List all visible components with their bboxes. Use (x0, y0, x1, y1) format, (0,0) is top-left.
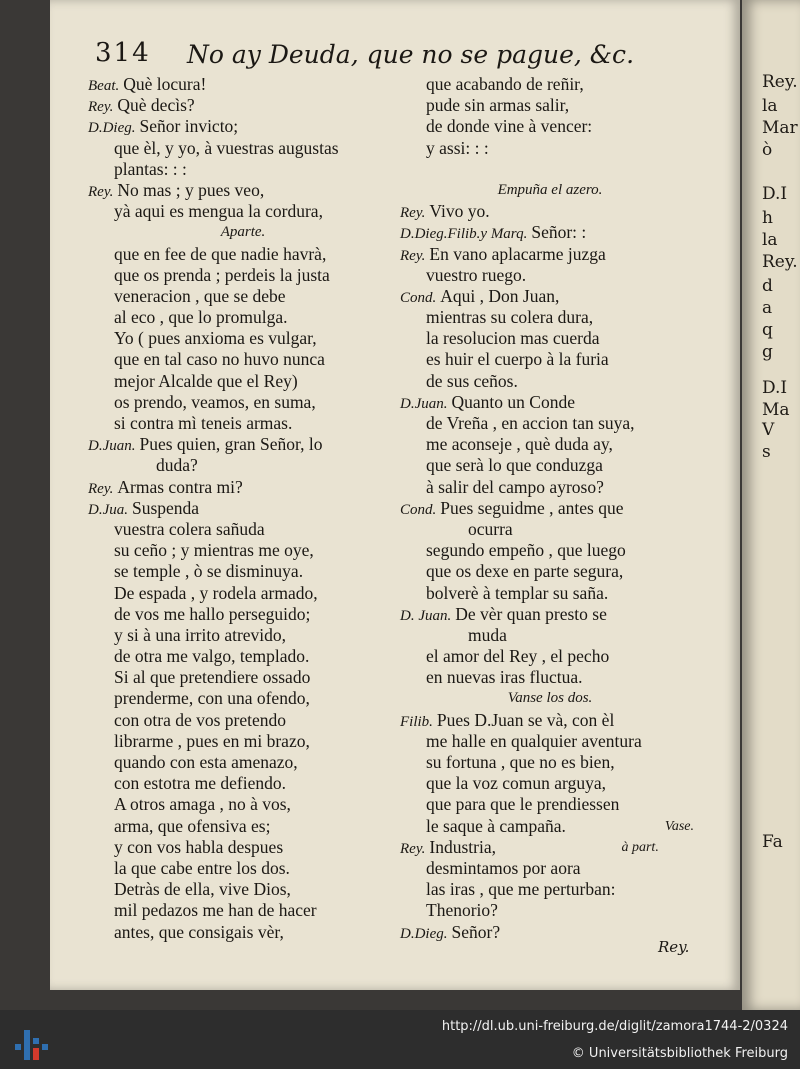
text-line (400, 244, 700, 265)
text-line (88, 265, 398, 286)
verse-text: Vanse los dos. (507, 690, 593, 707)
next-page-fragment: D.I (762, 378, 788, 398)
verse-text: de donde vine à vencer: (426, 116, 593, 137)
verse-text: se temple , ò se disminuya. (114, 561, 304, 582)
verse-text: De espada , y rodela armado, (114, 582, 318, 603)
verse-text: con estotra me defiendo. (114, 773, 287, 794)
speaker-label: D.Juan. (88, 438, 136, 455)
next-page-fragment: Rey. (762, 252, 798, 272)
text-line (400, 138, 700, 159)
text-line (400, 794, 700, 815)
text-line (88, 349, 398, 370)
verse-text: de Vreña , en accion tan suya, (426, 413, 635, 433)
verse-text: mil pedazos me han de hacer (114, 900, 317, 921)
verse-text: de otra me valgo, templado. (114, 646, 310, 667)
university-logo-icon (12, 1024, 52, 1064)
verse-text: si contra mì teneis armas. (114, 413, 293, 433)
text-line (88, 95, 398, 116)
permalink-url[interactable]: http://dl.ub.uni-freiburg.de/diglit/zamora1744-2/0324 (441, 1019, 788, 1034)
verse-text: Si al que pretendiere ossado (114, 667, 311, 688)
verse-text: que la voz comun arguya, (426, 773, 606, 794)
verse-text: duda? (156, 455, 198, 476)
text-line (88, 879, 398, 900)
text-line (400, 646, 700, 667)
verse-text: Què decìs? (117, 95, 195, 116)
verse-text: Señor? (451, 921, 501, 942)
text-line (88, 922, 398, 943)
text-line (88, 625, 398, 646)
verse-text: las iras , que me perturban: (426, 879, 616, 900)
stage-aside: à part. (621, 839, 659, 855)
verse-text: Suspenda (132, 497, 200, 518)
text-line (400, 371, 700, 392)
verse-text: prenderme, con una ofendo, (114, 688, 310, 709)
text-line (400, 328, 700, 349)
verse-text: el amor del Rey , el pecho (426, 646, 610, 667)
text-line (400, 519, 700, 540)
text-line (400, 604, 700, 625)
verse-text: Pues seguidme , antes que (440, 497, 624, 518)
next-page-fragment: Rey. (762, 72, 798, 92)
text-line (400, 349, 700, 370)
text-line (88, 392, 398, 413)
verse-text: librarme , pues en mi brazo, (114, 730, 310, 751)
text-column-left (88, 74, 398, 943)
speaker-label: D.Dieg. (400, 925, 448, 942)
verse-text: Aqui , Don Juan, (440, 285, 560, 306)
next-page-fragment: Fa (762, 832, 783, 852)
text-line (400, 561, 700, 582)
verse-text: plantas: : : (114, 158, 187, 179)
verse-text: Quanto un Conde (451, 391, 575, 412)
verse-text: No mas ; y pues veo, (117, 179, 265, 200)
verse-text: en nuevas iras fluctua. (426, 667, 583, 688)
next-page-fragment: Mar (762, 118, 798, 138)
verse-text: que acabando de reñir, (426, 74, 584, 94)
verse-text: antes, que consigais vèr, (114, 921, 284, 942)
text-line (88, 816, 398, 837)
verse-text: su ceño ; y mientras me oye, (114, 540, 314, 561)
verse-text: le saque à campaña. (426, 815, 566, 836)
verse-text: os prendo, veamos, en suma, (114, 391, 316, 412)
verse-text: que en fee de que nadie havrà, (114, 243, 327, 264)
text-line (88, 498, 398, 519)
verse-text: me aconseje , què duda ay, (426, 434, 613, 455)
text-line (400, 95, 700, 116)
verse-text: vuestro ruego. (426, 264, 527, 285)
text-line (400, 265, 700, 286)
text-line (88, 773, 398, 794)
text-line (400, 837, 700, 858)
verse-text: Vivo yo. (429, 201, 490, 222)
page-header (95, 38, 715, 78)
text-line (88, 286, 398, 307)
verse-text: y assi: : : (426, 137, 489, 158)
verse-text: la que cabe entre los dos. (114, 857, 290, 878)
verse-text: que os dexe en parte segura, (426, 561, 624, 582)
verse-text: mejor Alcalde que el Rey) (114, 370, 298, 391)
verse-text: Detràs de ella, vive Dios, (114, 879, 291, 900)
text-line (400, 752, 700, 773)
next-page-fragment: g (762, 342, 773, 362)
speaker-label: D. Juan. (400, 607, 452, 624)
text-line (88, 413, 398, 434)
verse-text: al eco , que lo promulga. (114, 307, 288, 328)
text-line (400, 922, 700, 943)
viewer-footer (0, 1010, 800, 1069)
text-line (88, 604, 398, 625)
text-line (88, 455, 398, 476)
text-line (400, 879, 700, 900)
text-line (88, 201, 398, 222)
text-line (400, 455, 700, 476)
speaker-label: Beat. (88, 78, 120, 94)
text-line (400, 180, 700, 201)
next-page-fragment: d (762, 276, 773, 296)
verse-text: es huir el cuerpo à la furia (426, 349, 609, 370)
text-line (400, 222, 700, 243)
verse-text: muda (468, 624, 507, 645)
speaker-label: Cond. (400, 289, 437, 306)
speaker-label: Rey. (400, 840, 426, 857)
text-line (88, 561, 398, 582)
text-line (88, 477, 398, 498)
speaker-label: Cond. (400, 501, 437, 518)
verse-text: Pues quien, gran Señor, lo (139, 434, 323, 455)
text-line (400, 159, 700, 180)
text-line (400, 477, 700, 498)
verse-text: con otra de vos pretendo (114, 709, 287, 730)
verse-text: su fortuna , que no es bien, (426, 752, 615, 772)
verse-text: segundo empeño , que luego (426, 540, 626, 561)
verse-text: la resolucion mas cuerda (426, 328, 600, 349)
text-line (400, 900, 700, 921)
verse-text: Señor invicto; (139, 116, 239, 137)
verse-text: que serà lo que conduzga (426, 455, 603, 476)
verse-text: yà aqui es mengua la cordura, (114, 201, 323, 222)
text-line (400, 625, 700, 646)
copyright-notice: © Universitätsbibliothek Freiburg (571, 1046, 788, 1061)
text-line (88, 731, 398, 752)
verse-text: A otros amaga , no à vos, (114, 794, 291, 815)
verse-text: quando con esta amenazo, (114, 752, 298, 772)
text-line (88, 710, 398, 731)
verse-text: De vèr quan presto se (455, 603, 607, 624)
text-line (88, 159, 398, 180)
text-line (400, 667, 700, 688)
verse-text: Señor: : (531, 222, 587, 243)
text-line (88, 244, 398, 265)
verse-text: arma, que ofensiva es; (114, 815, 271, 836)
verse-text: vuestra colera sañuda (114, 518, 265, 539)
verse-text: de sus ceños. (426, 370, 518, 391)
text-line (400, 116, 700, 137)
text-line (88, 858, 398, 879)
text-line (88, 371, 398, 392)
speaker-label: D.Dieg.Filib.y Marq. (400, 226, 528, 243)
text-line (400, 413, 700, 434)
text-line (88, 646, 398, 667)
catchword: Rey. (658, 938, 690, 956)
verse-text: ocurra (468, 518, 513, 539)
text-line (88, 328, 398, 349)
next-page-fragment: Ma (762, 400, 790, 420)
running-title: No ay Deuda, que no se pague, &c. (187, 40, 635, 69)
text-column-right (400, 74, 700, 943)
verse-text: Què locura! (123, 74, 207, 94)
verse-text: Pues D.Juan se và, con èl (436, 709, 615, 730)
verse-text: desmintamos por aora (426, 857, 581, 878)
text-line (400, 710, 700, 731)
verse-text: Aparte. (220, 224, 266, 241)
text-line (88, 794, 398, 815)
verse-text: à salir del campo ayroso? (426, 476, 604, 497)
text-line (88, 434, 398, 455)
speaker-label: Rey. (400, 247, 426, 264)
text-line (88, 180, 398, 201)
next-page-fragment: a (762, 298, 773, 318)
speaker-label: Rey. (88, 480, 114, 497)
next-page-fragment: q (762, 320, 773, 340)
text-line (400, 773, 700, 794)
text-line (400, 286, 700, 307)
speaker-label: Rey. (400, 205, 426, 222)
next-page-edge (742, 0, 800, 1010)
verse-text: bolverè à templar su saña. (426, 582, 609, 603)
page-number: 314 (95, 38, 151, 68)
speaker-label: D.Jua. (88, 501, 128, 518)
verse-text: veneracion , que se debe (114, 285, 286, 306)
text-line (88, 540, 398, 561)
verse-text: mientras su colera dura, (426, 307, 594, 328)
verse-text: Industria, (429, 836, 496, 857)
verse-text: Yo ( pues anxioma es vulgar, (114, 328, 317, 349)
speaker-label: D.Juan. (400, 395, 448, 412)
text-line (88, 900, 398, 921)
text-line (400, 392, 700, 413)
text-line (400, 498, 700, 519)
stage-aside: Vase. (664, 818, 694, 834)
verse-text: Armas contra mi? (117, 476, 243, 497)
verse-text: que para que le prendiessen (426, 794, 620, 815)
text-line (400, 858, 700, 879)
verse-text: y si à una irrito atrevido, (114, 624, 287, 645)
verse-text: Empuña el azero. (497, 181, 603, 198)
verse-text: que en tal caso no huvo nunca (114, 349, 325, 370)
text-line (88, 667, 398, 688)
verse-text: pude sin armas salir, (426, 95, 570, 116)
text-line (400, 307, 700, 328)
text-line (400, 583, 700, 604)
text-line (400, 434, 700, 455)
text-line (88, 837, 398, 858)
verse-text: y con vos habla despues (114, 836, 284, 857)
next-page-fragment: s (762, 442, 771, 462)
verse-text: En vano aplacarme juzga (429, 243, 606, 264)
next-page-fragment: ò (762, 140, 773, 160)
text-line (400, 688, 700, 709)
next-page-fragment: la (762, 96, 778, 116)
text-line (88, 116, 398, 137)
speaker-label: Filib. (400, 713, 433, 730)
speaker-label: D.Dieg. (88, 120, 136, 137)
text-line (88, 307, 398, 328)
next-page-fragment: h (762, 208, 773, 228)
speaker-label: Rey. (88, 183, 114, 200)
text-line (400, 74, 700, 95)
text-line (88, 222, 398, 243)
speaker-label: Rey. (88, 99, 114, 116)
verse-text: Thenorio? (426, 900, 498, 921)
verse-text: de vos me hallo perseguido; (114, 603, 311, 624)
text-line (88, 752, 398, 773)
text-line (400, 201, 700, 222)
verse-text: que èl, y yo, à vuestras augustas (114, 137, 339, 158)
next-page-fragment: V (762, 420, 775, 440)
text-line (88, 74, 398, 95)
next-page-fragment: la (762, 230, 778, 250)
text-line (88, 688, 398, 709)
verse-text: que os prenda ; perdeis la justa (114, 264, 330, 285)
text-line (400, 540, 700, 561)
text-line (88, 138, 398, 159)
next-page-fragment: D.I (762, 184, 788, 204)
text-line (88, 583, 398, 604)
text-line (88, 519, 398, 540)
verse-text: me halle en qualquier aventura (426, 730, 642, 751)
text-line (400, 816, 700, 837)
text-line (400, 731, 700, 752)
